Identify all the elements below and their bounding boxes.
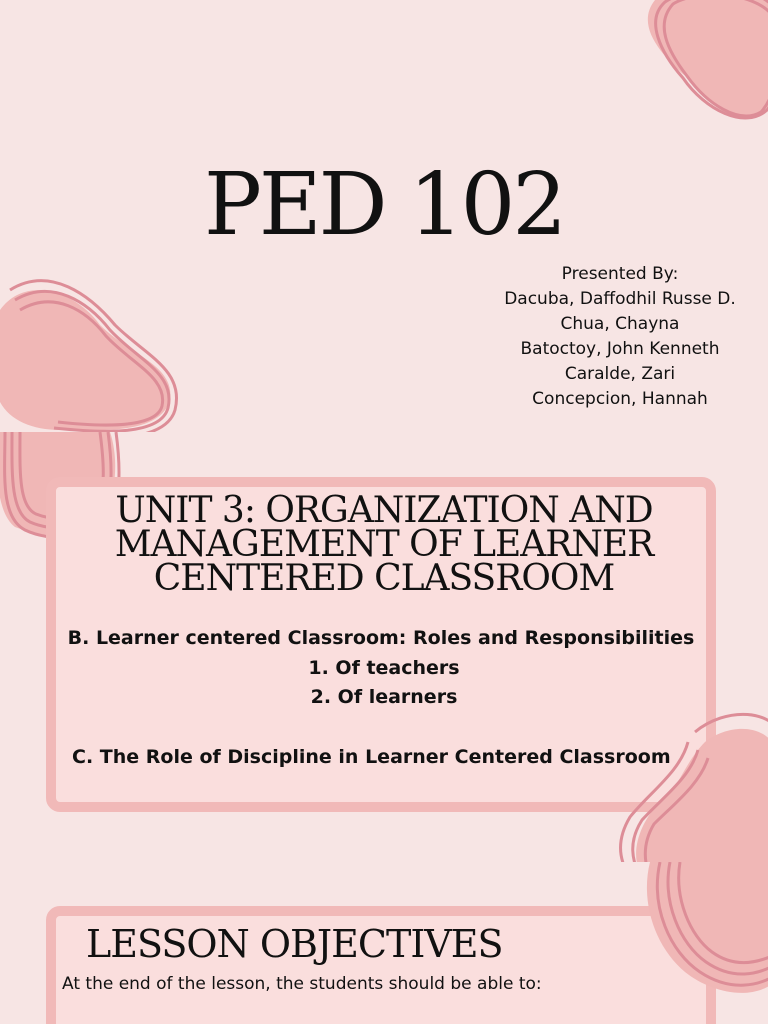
outline-item-b1: 1. Of teachers xyxy=(308,657,460,679)
outline-item-c: C. The Role of Discipline in Learner Centered Classroom xyxy=(72,746,671,768)
unit-title-line: MANAGEMENT OF LEARNER xyxy=(114,524,654,565)
objectives-intro: At the end of the lesson, the students should be able to: xyxy=(62,974,542,994)
decorative-blob-left xyxy=(0,270,185,432)
presenter-name: Batoctoy, John Kenneth xyxy=(520,339,720,359)
course-title: PED 102 xyxy=(203,155,565,255)
presented-by-label: Presented By: xyxy=(561,264,679,284)
presenters-block xyxy=(490,262,750,412)
unit-title-line: CENTERED CLASSROOM xyxy=(153,558,615,599)
presenter-name: Caralde, Zari xyxy=(564,364,676,384)
unit-slide xyxy=(0,432,768,862)
objectives-title: LESSON OBJECTIVES xyxy=(86,922,503,966)
outline-item-b: B. Learner centered Classroom: Roles and Responsibilities xyxy=(67,627,695,649)
decorative-blob-bottom-right xyxy=(610,702,768,862)
decorative-blob-top-right xyxy=(635,0,768,140)
objectives-slide xyxy=(0,862,768,1024)
outline-item-b2: 2. Of learners xyxy=(310,686,458,708)
presenter-name: Concepcion, Hannah xyxy=(532,389,708,409)
decorative-blob-right xyxy=(640,862,768,1002)
unit-title-line: UNIT 3: ORGANIZATION AND xyxy=(115,490,653,531)
cover-slide xyxy=(0,0,768,432)
unit-title xyxy=(0,490,768,599)
presenter-name: Chua, Chayna xyxy=(560,314,680,334)
presenter-name: Dacuba, Daffodhil Russe D. xyxy=(504,289,736,309)
